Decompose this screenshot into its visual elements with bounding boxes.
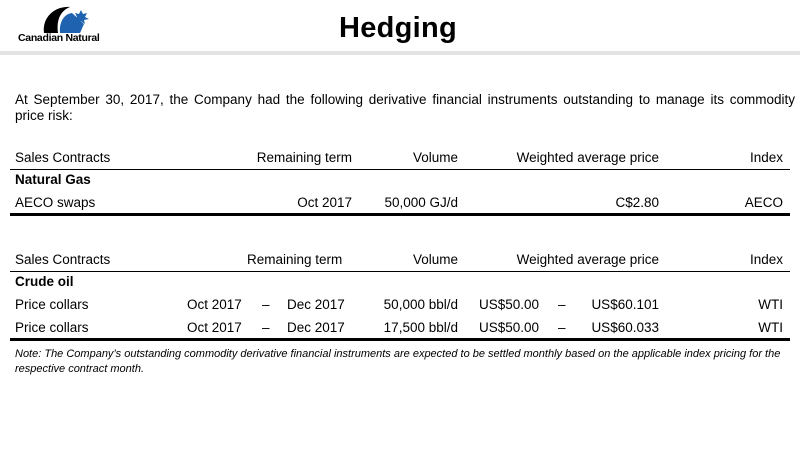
column-header-price: Weighted average price — [516, 150, 659, 165]
term-end-cell: Dec 2017 — [287, 297, 345, 312]
page-title: Hedging — [338, 12, 458, 44]
price-dash: – — [558, 320, 566, 335]
column-header-volume: Volume — [412, 252, 458, 267]
footnote: Note: The Company’s outstanding commodity derivative financial instruments are expected to be settled monthly based on the applicable index pricing for the respective contract month. — [15, 348, 781, 375]
column-header-index: Index — [749, 252, 783, 267]
term-start-cell: Oct 2017 — [187, 297, 242, 312]
column-header-contracts: Sales Contracts — [15, 150, 111, 165]
price-high-cell: US$60.033 — [591, 320, 659, 335]
contract-cell: AECO swaps — [15, 195, 96, 210]
table-bottom-rule — [10, 338, 790, 341]
volume-cell: 50,000 GJ/d — [384, 195, 458, 210]
price-cell: C$2.80 — [615, 195, 659, 210]
index-cell: WTI — [758, 297, 783, 312]
index-cell: AECO — [744, 195, 783, 210]
section-label: Crude oil — [15, 274, 74, 289]
price-low-cell: US$50.00 — [479, 320, 540, 335]
contract-cell: Price collars — [15, 320, 89, 335]
term-dash: – — [262, 297, 270, 312]
price-low-cell: US$50.00 — [479, 297, 540, 312]
column-header-index: Index — [749, 150, 783, 165]
term-end-cell: Dec 2017 — [287, 320, 345, 335]
header-divider — [10, 271, 790, 272]
term-dash: – — [262, 320, 270, 335]
column-header-term: Remaining term — [256, 150, 352, 165]
intro-paragraph: At September 30, 2017, the Company had the following derivative financial instruments outstanding to manage its commodity price risk: — [15, 92, 795, 123]
column-header-term: Remaining term — [247, 252, 343, 267]
volume-cell: 50,000 bbl/d — [383, 297, 458, 312]
term-start-cell: Oct 2017 — [187, 320, 242, 335]
header-divider — [10, 169, 790, 170]
header-divider — [0, 51, 800, 55]
table-bottom-rule — [10, 213, 790, 216]
column-header-price: Weighted average price — [516, 252, 659, 267]
price-high-cell: US$60.101 — [591, 297, 659, 312]
volume-cell: 17,500 bbl/d — [383, 320, 458, 335]
column-header-contracts: Sales Contracts — [15, 252, 111, 267]
contract-cell: Price collars — [15, 297, 89, 312]
index-cell: WTI — [758, 320, 783, 335]
column-header-volume: Volume — [412, 150, 458, 165]
term-cell: Oct 2017 — [297, 195, 352, 210]
price-dash: – — [558, 297, 566, 312]
section-label: Natural Gas — [15, 172, 91, 187]
logo-text: Canadian Natural — [18, 32, 100, 44]
